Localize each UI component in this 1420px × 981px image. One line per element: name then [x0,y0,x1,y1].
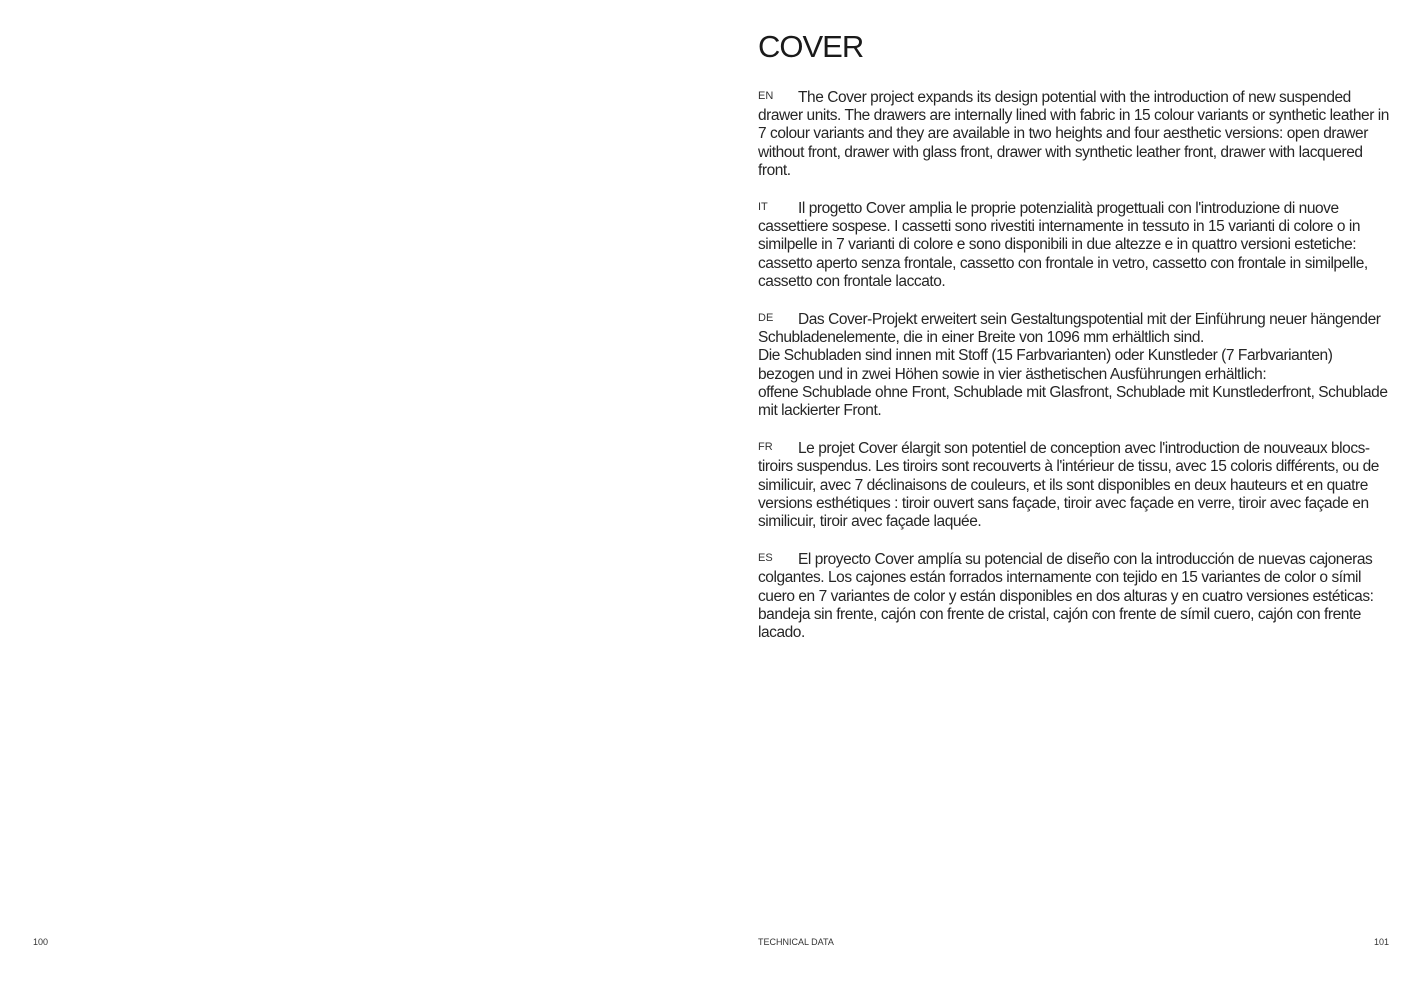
language-code-en: EN [758,90,774,102]
description-en-text: The Cover project expands its design potential with the introduction of new suspended drawer units. The drawers are internally lined with fabric in 15 colour variants or synthetic leather in 7 colour variants and they are available in two heights and four aesthetic versions: open drawer without front, drawer with glass front, drawer with synthetic leather front, drawer with lacquered front. [758,89,1389,179]
page-title: COVER [758,29,864,64]
description-de-line-2: Die Schubladen sind innen mit Stoff (15 Farbvarianten) oder Kunstleder (7 Farbvarianten) bezogen und in zwei Höhen sowie in vier ästhetischen Ausführungen erhältlich: [758,347,1333,383]
language-code-fr: FR [758,441,773,454]
description-it-text: Il progetto Cover amplia le proprie potenzialità progettuali con l'introduzione di nuove cassettiere sospese. I cassetti sono rivestiti internamente in tessuto in 15 varianti di colore o in similpelle in 7 varianti di colore e sono disponibili in due altezze e in quattro versioni estetiche: cassetto aperto senza frontale, cassetto con frontale in vetro, cassetto con frontale in similpelle, cassetto con frontale laccato. [758,200,1368,290]
description-it [758,198,1390,291]
language-code-de: DE [758,312,774,325]
language-code-it: IT [758,201,768,214]
language-code-es: ES [758,552,773,565]
description-de-line-3: offene Schublade ohne Front, Schublade mit Glasfront, Schublade mit Kunstlederfront, Schublade mit lackierter Front. [758,383,1388,420]
description-fr-text: Le projet Cover élargit son potentiel de conception avec l'introduction de nouveaux blocs-tiroirs suspendus. Les tiroirs sont recouverts à l'intérieur de tissu, avec 15 coloris différents, ou de similicuir, avec 7 déclinaisons de couleurs, et ils sont disponibles en deux hauteurs et en quatre versions esthétiques : tiroir ouvert sans façade, tiroir avec façade en verre, tiroir avec façade en similicuir, tiroir avec façade laquée. [758,440,1379,531]
description-blocks [758,87,1390,660]
page-number-right: 101 [1374,937,1390,947]
description-es [758,549,1390,642]
description-de-line-1: Das Cover-Projekt erweitert sein Gestaltungspotential mit der Einführung neuer hängender Schubladenelemente, die in einer Breite von 1096 mm erhältlich sind. [758,311,1381,347]
description-es-text: El proyecto Cover amplía su potencial de diseño con la introducción de nuevas cajoneras colgantes. Los cajones están forrados internamente con tejido en 15 variantes de color o símil cuero en 7 variantes de color y están disponibles en dos alturas y en cuatro versiones estéticas: bandeja sin frente, cajón con frente de cristal, cajón con frente de símil cuero, cajón con frente lacado. [758,551,1374,642]
description-fr [758,438,1390,531]
description-de [758,309,1390,420]
page-number-left: 100 [33,937,49,947]
description-en [758,87,1390,180]
section-label: TECHNICAL DATA [758,937,834,947]
